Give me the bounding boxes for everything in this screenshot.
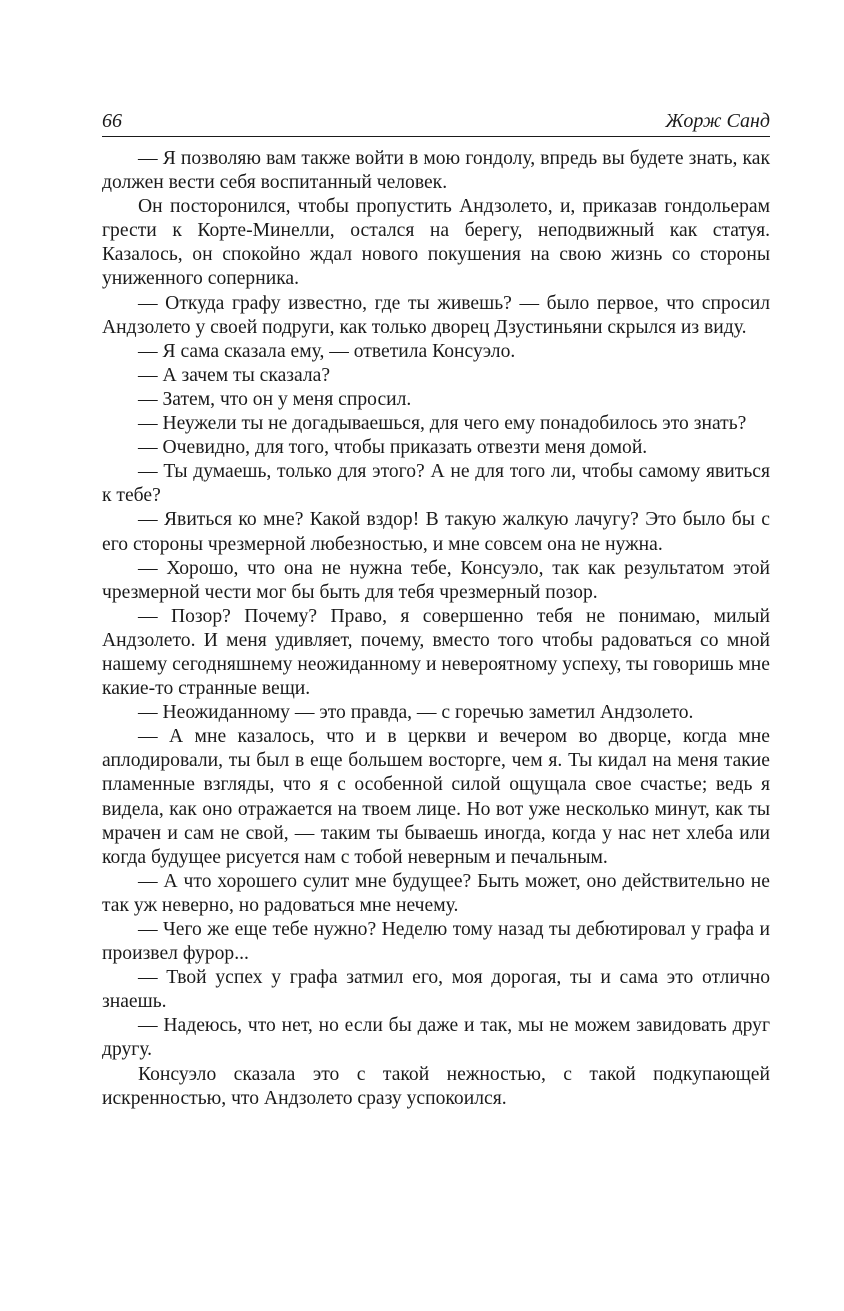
paragraph: — Я позволяю вам также войти в мою гондолу, впредь вы будете знать, как должен вести себя воспитанный человек. <box>102 148 770 194</box>
running-header <box>102 108 770 137</box>
paragraph: — Очевидно, для того, чтобы приказать отвезти меня домой. <box>138 437 648 459</box>
page-number: 66 <box>102 110 122 132</box>
paragraph: — Я сама сказала ему, — ответила Консуэло. <box>138 340 516 362</box>
paragraph: — А что хорошего сулит мне будущее? Быть может, оно действительно не так уж неверно, но радоваться мне нечему. <box>102 870 770 916</box>
body-text <box>102 147 770 1111</box>
paragraph: — Надеюсь, что нет, но если бы даже и так, мы не можем завидовать друг другу. <box>102 1015 770 1061</box>
paragraph: — Откуда графу известно, где ты живешь? — было первое, что спросил Андзолето у своей подруги, как только дворец Дзустиньяни скрылся из виду. <box>102 292 770 338</box>
paragraph: — А зачем ты сказала? <box>138 364 331 386</box>
paragraph: — Неожиданному — это правда, — с горечью заметил Андзолето. <box>138 702 694 724</box>
running-author: Жорж Санд <box>665 110 770 132</box>
paragraph: Консуэло сказала это с такой нежностью, с такой подкупающей искренностью, что Андзолето сразу успокоился. <box>102 1063 770 1109</box>
paragraph: Он посторонился, чтобы пропустить Андзолето, и, приказав гондольерам грести к Корте-Минелли, остался на берегу, неподвижный как статуя. Казалось, он спокойно ждал нового покушения на свою жизнь со стороны униженного соперника. <box>102 196 770 290</box>
paragraph: — А мне казалось, что и в церкви и вечером во дворце, когда мне аплодировали, ты был в еще большем восторге, чем я. Ты кидал на меня такие пламенные взгляды, что я с особенной силой ощущала свое счастье; ведь я видела, как оно отражается на твоем лице. Но вот уже несколько минут, как ты мрачен и сам не свой, — таким ты бываешь иногда, когда у нас нет хлеба или когда будущее рисуется нам с тобой неверным и печальным. <box>102 726 770 868</box>
paragraph: — Чего же еще тебе нужно? Неделю тому назад ты дебютировал у графа и произвел фурор... <box>102 919 770 965</box>
paragraph: — Затем, что он у меня спросил. <box>138 388 412 410</box>
paragraph: — Неужели ты не догадываешься, для чего ему понадобилось это знать? <box>138 413 747 435</box>
paragraph: — Явиться ко мне? Какой вздор! В такую жалкую лачугу? Это было бы с его стороны чрезмерной любезностью, и мне совсем она не нужна. <box>102 509 770 555</box>
paragraph: — Хорошо, что она не нужна тебе, Консуэло, так как результатом этой чрезмерной чести мог бы быть для тебя чрезмерный позор. <box>102 557 770 603</box>
book-page <box>102 108 770 1111</box>
paragraph: — Твой успех у графа затмил его, моя дорогая, ты и сама это отлично знаешь. <box>102 967 770 1013</box>
paragraph: — Ты думаешь, только для этого? А не для того ли, чтобы самому явиться к тебе? <box>102 461 770 507</box>
paragraph: — Позор? Почему? Право, я совершенно тебя не понимаю, милый Андзолето. И меня удивляет, почему, вместо того чтобы радоваться со мной нашему сегодняшнему неожиданному и невероятному успеху, ты говоришь мне какие-то странные вещи. <box>102 605 770 700</box>
